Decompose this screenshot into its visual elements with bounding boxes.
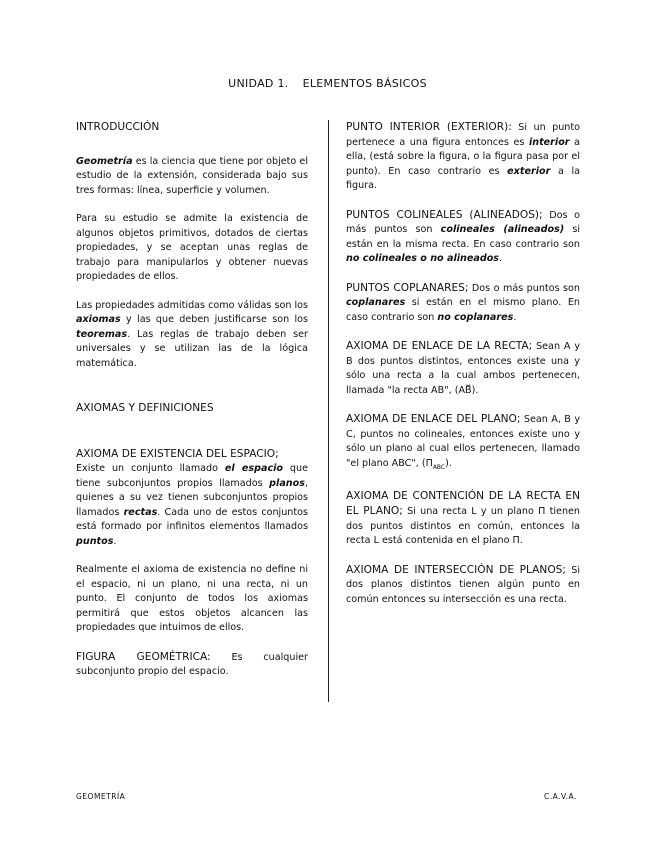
pi-a: Si un punto pertenece a una figura entonces es [346, 122, 580, 148]
coplanares-label: PUNTOS COPLANARES; [346, 281, 469, 294]
term-axiomas: axiomas [76, 314, 121, 325]
term-geometria: Geometría [76, 155, 133, 167]
enlace-plano-text: Sean A, B y C, puntos no colineales, entonces existe uno y sólo un plano al cual ellos pertenecen, llamado "el plano ABC", (Π [346, 414, 580, 469]
ax-exist-b: que tiene subconjuntos propios llamados [76, 463, 308, 489]
axiomas-heading: AXIOMAS Y DEFINICIONES [76, 402, 214, 414]
axioma-existencia [76, 447, 308, 550]
term-rectas: rectas [123, 506, 158, 518]
intro-paragraph-3 [76, 299, 308, 372]
p3-b: y las que deben justificarse son los [120, 314, 308, 325]
punto-interior [346, 120, 580, 194]
term-exterior: exterior [507, 165, 551, 177]
figura-text: Es cualquier subconjunto propio del espacio. [76, 651, 308, 677]
axioma-existencia-title: AXIOMA DE EXISTENCIA DEL ESPACIO; [76, 447, 279, 460]
enlace-plano-end: ). [445, 457, 452, 469]
footer-subject: GEOMETRÍA [76, 792, 126, 801]
term-colineales: colineales (alineados) [440, 224, 565, 235]
term-espacio: el espacio [224, 463, 284, 474]
contencion-text: Si una recta L y un plano Π tienen dos puntos distintos en común, entonces la recta L está contenida en el plano Π. [346, 506, 581, 547]
footer-author: C.A.V.A. [544, 792, 577, 801]
pi-c: a la figura. [346, 165, 580, 191]
term-teoremas: teoremas [76, 328, 128, 340]
unit-name: ELEMENTOS BÁSICOS [302, 77, 427, 90]
colineales-label: PUNTOS COLINEALES (ALINEADOS); [346, 208, 543, 221]
p3-c: . Las reglas de trabajo deben ser universales y se utilizan las de la lógica matemática. [76, 328, 308, 369]
paragraph-realmente: Realmente el axioma de existencia no define ni el espacio, ni un plano, ni una recta, ni un punto. El conjunto de todos los axiomas permitirá que estos objetos alcancen las propiedades que intuimos de ellos. [76, 564, 308, 633]
plano-subscript: ABC [432, 463, 446, 471]
intro-paragraph-2: Para su estudio se admite la existencia de algunos objetos primitivos, dotados de ciertas propiedades, y se aceptan unas reglas de trabajo para manipularlos y obtener nuevas propiedades de ellos. [76, 213, 308, 282]
enlace-plano-title: AXIOMA DE ENLACE DEL PLANO; [346, 413, 521, 425]
term-interior: interior [528, 136, 570, 148]
p3-a: Las propiedades admitidas como válidas son los [76, 299, 308, 311]
ax-exist-c: , quienes a su vez tienen subconjuntos propios llamados [76, 477, 308, 518]
cop-b: si están en el mismo plano. En caso contrario son [346, 297, 580, 323]
cop-c: . [513, 311, 517, 323]
left-column [76, 120, 308, 680]
interseccion-title: AXIOMA DE INTERSECCIÓN DE PLANOS; [346, 563, 566, 576]
figura-geometrica [76, 650, 308, 680]
column-divider [328, 120, 329, 702]
ax-exist-d: . Cada uno de estos conjuntos está formado por infinitos elementos llamados [76, 506, 308, 532]
pi-b: a ella, (está sobre la figura, o la figura pasa por el punto). En caso contrario es [346, 136, 580, 177]
col-c: . [499, 253, 503, 264]
contencion-title: AXIOMA DE CONTENCIÓN DE LA RECTA EN EL PLANO; [346, 489, 580, 518]
intro-paragraph-1 [76, 155, 308, 199]
axioma-enlace-recta [346, 339, 580, 398]
unit-label: UNIDAD 1. [228, 77, 289, 90]
punto-interior-label: PUNTO INTERIOR (EXTERIOR): [346, 121, 512, 133]
col-b: si están en la misma recta. En caso contrario son [346, 224, 581, 250]
intro-heading: INTRODUCCIÓN [76, 121, 160, 133]
axioma-interseccion [346, 563, 580, 608]
term-no-coplanares: no coplanares [437, 311, 514, 323]
ax-exist-e: . [113, 535, 117, 547]
col-a: Dos o más puntos son [346, 209, 580, 235]
term-planos: planos [269, 477, 305, 489]
figura-label: FIGURA GEOMÉTRICA: [76, 650, 211, 663]
axioma-enlace-plano [346, 412, 580, 475]
page-title [0, 77, 655, 90]
term-puntos: puntos [76, 535, 114, 547]
ax-exist-a: Existe un conjunto llamado [76, 463, 225, 474]
puntos-coplanares [346, 281, 580, 326]
right-column [346, 120, 580, 607]
enlace-recta-title: AXIOMA DE ENLACE DE LA RECTA; [346, 340, 533, 352]
term-no-colineales: no colineales o no alineados [346, 253, 499, 264]
cop-a: Dos o más puntos son [468, 282, 580, 294]
interseccion-text: Si dos planos distintos tienen algún punto en común entonces su intersección es una recta. [346, 564, 580, 605]
puntos-colineales [346, 208, 580, 267]
term-coplanares: coplanares [346, 297, 406, 308]
enlace-recta-text: Sean A y B dos puntos distintos, entonces existe una y sólo una recta a la cual ambos pertenecen, llamada "la recta AB", (AB⃡). [346, 341, 580, 396]
intro-paragraph-1-text: es la ciencia que tiene por objeto el estudio de la extensión, considerada bajo sus tres formas: línea, superficie y volumen. [76, 155, 308, 196]
axioma-contencion [346, 489, 580, 549]
